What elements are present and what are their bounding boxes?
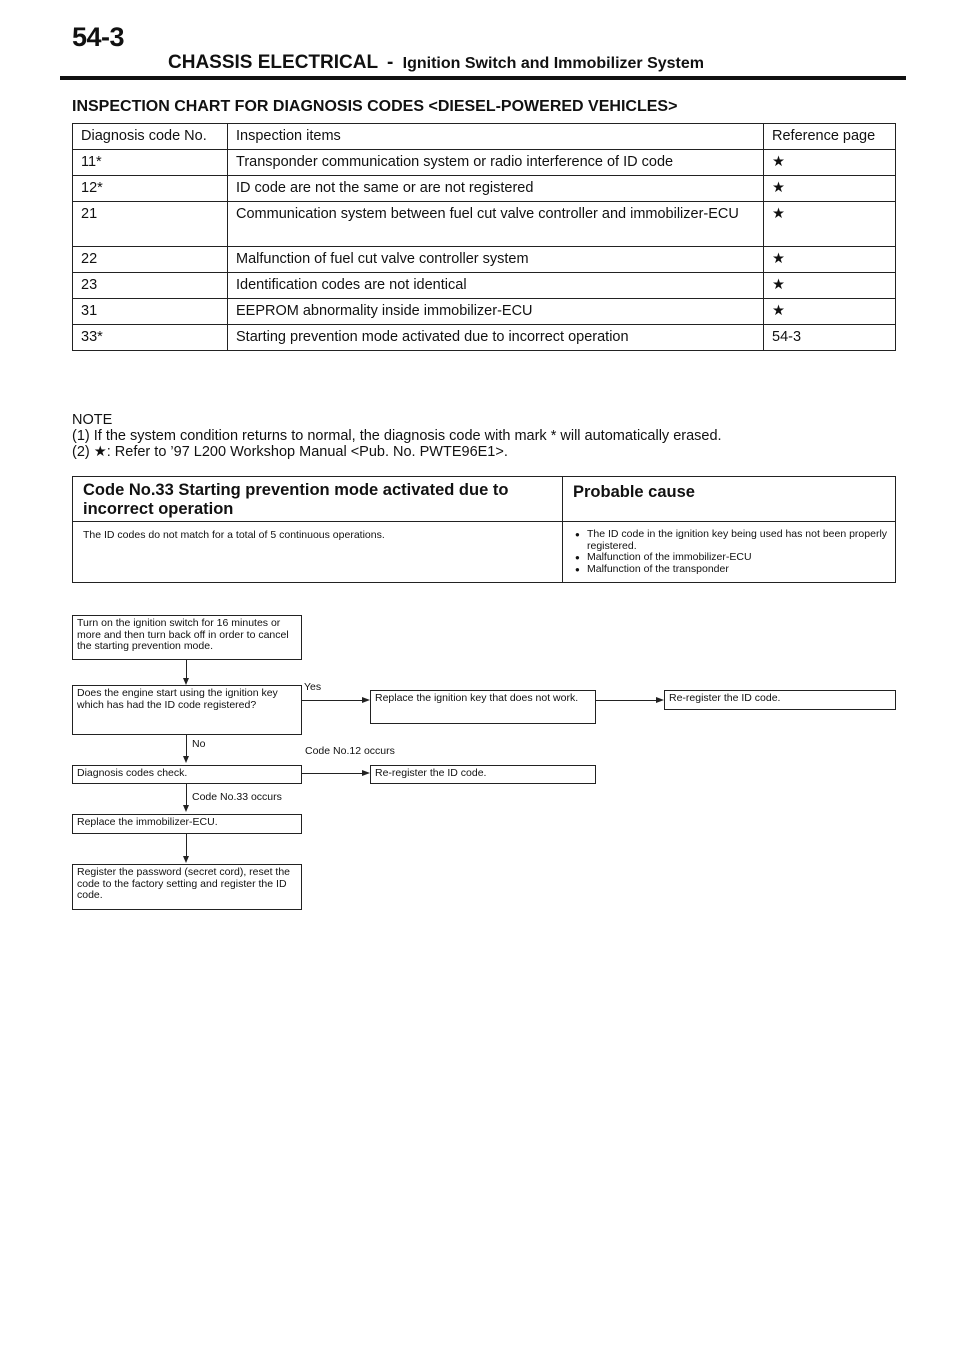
code-33-title: Code No.33 Starting prevention mode activated due to incorrect operation: [83, 481, 509, 518]
flow-step-reregister-id: Re-register the ID code.: [664, 690, 896, 710]
flow-connector: [186, 660, 187, 679]
flow-connector: [302, 773, 364, 774]
ref-cell: ★: [764, 273, 896, 299]
inspection-table: [72, 123, 896, 351]
column-header-item: Inspection items: [228, 124, 764, 150]
code-cell: 22: [73, 247, 228, 273]
flow-connector: [596, 700, 658, 701]
note-item: (2) ★: Refer to ’97 L200 Workshop Manual <Pub. No. PWTE96E1>.: [72, 444, 508, 460]
code-33-description: The ID codes do not match for a total of 5 continuous operations.: [83, 529, 385, 541]
flow-connector: [302, 700, 364, 701]
table-row: [73, 247, 896, 273]
flow-step-engine-start-question: Does the engine start using the ignition key which has had the ID code registered?: [72, 685, 302, 735]
subsection-name: Ignition Switch and Immobilizer System: [402, 55, 704, 72]
probable-cause-header: Probable cause: [573, 483, 695, 501]
page-title: [168, 52, 704, 74]
table-row: [73, 273, 896, 299]
column-header-ref: Reference page: [764, 124, 896, 150]
ref-cell: ★: [764, 247, 896, 273]
flow-connector: [186, 784, 187, 807]
ref-cell: ★: [764, 176, 896, 202]
ref-cell: ★: [764, 202, 896, 247]
flow-label-yes: Yes: [304, 681, 322, 693]
arrow-down-icon: [183, 756, 189, 763]
table-row: [73, 202, 896, 247]
section-name: CHASSIS ELECTRICAL: [168, 52, 378, 73]
code-cell: 33*: [73, 325, 228, 351]
table-row: [73, 325, 896, 351]
item-cell: Malfunction of fuel cut valve controller system: [228, 247, 764, 273]
note-item: (1) If the system condition returns to normal, the diagnosis code with mark * will automatically erased.: [72, 428, 722, 444]
item-cell: EEPROM abnormality inside immobilizer-ECU: [228, 299, 764, 325]
flow-step-replace-ecu: Replace the immobilizer-ECU.: [72, 814, 302, 834]
probable-cause-list: [573, 529, 891, 575]
title-separator: -: [387, 52, 394, 73]
table-row: [73, 299, 896, 325]
flow-step-diagnosis-check: Diagnosis codes check.: [72, 765, 302, 784]
ref-cell: ★: [764, 150, 896, 176]
flow-step-replace-key: Replace the ignition key that does not work.: [370, 690, 596, 724]
item-cell: Communication system between fuel cut valve controller and immobilizer-ECU: [228, 202, 764, 247]
flow-label-code12: Code No.12 occurs: [305, 745, 395, 757]
code-cell: 31: [73, 299, 228, 325]
flow-connector: [186, 834, 187, 857]
note-heading: NOTE: [72, 412, 113, 428]
table-row: [73, 176, 896, 202]
ref-cell: ★: [764, 299, 896, 325]
table-divider: [562, 477, 563, 582]
table-row: [73, 150, 896, 176]
item-cell: Transponder communication system or radio interference of ID code: [228, 150, 764, 176]
item-cell: Starting prevention mode activated due to incorrect operation: [228, 325, 764, 351]
flow-step-register-password: Register the password (secret cord), reset the code to the factory setting and register the ID code.: [72, 864, 302, 910]
flow-label-no: No: [192, 738, 206, 750]
arrow-right-icon: [362, 697, 370, 703]
flow-label-code33: Code No.33 occurs: [192, 791, 282, 803]
item-cell: ID code are not the same or are not registered: [228, 176, 764, 202]
arrow-down-icon: [183, 856, 189, 863]
arrow-right-icon: [362, 770, 370, 776]
list-item: ● Malfunction of the immobilizer-ECU: [573, 552, 891, 564]
list-item: ● The ID code in the ignition key being used has not been properly registered.: [573, 529, 891, 552]
table-header-row: [73, 124, 896, 150]
column-header-code: Diagnosis code No.: [73, 124, 228, 150]
flow-step-reregister-id-code12: Re-register the ID code.: [370, 765, 596, 784]
code-cell: 23: [73, 273, 228, 299]
arrow-down-icon: [183, 805, 189, 812]
list-item: ● Malfunction of the transponder: [573, 564, 891, 576]
code-cell: 21: [73, 202, 228, 247]
page-number: 54-3: [72, 22, 125, 52]
flow-connector: [186, 735, 187, 758]
code-cell: 11*: [73, 150, 228, 176]
flow-step-cancel-mode: Turn on the ignition switch for 16 minutes or more and then turn back off in order to cancel the starting prevention mode.: [72, 615, 302, 660]
table-divider: [73, 521, 895, 522]
inspection-chart-title: INSPECTION CHART FOR DIAGNOSIS CODES <DIESEL-POWERED VEHICLES>: [72, 98, 678, 115]
item-cell: Identification codes are not identical: [228, 273, 764, 299]
note-block: [72, 412, 722, 460]
arrow-right-icon: [656, 697, 664, 703]
code-33-table: [72, 476, 896, 583]
code-cell: 12*: [73, 176, 228, 202]
arrow-down-icon: [183, 678, 189, 685]
ref-cell: 54-3: [764, 325, 896, 351]
header-rule: [60, 76, 906, 80]
